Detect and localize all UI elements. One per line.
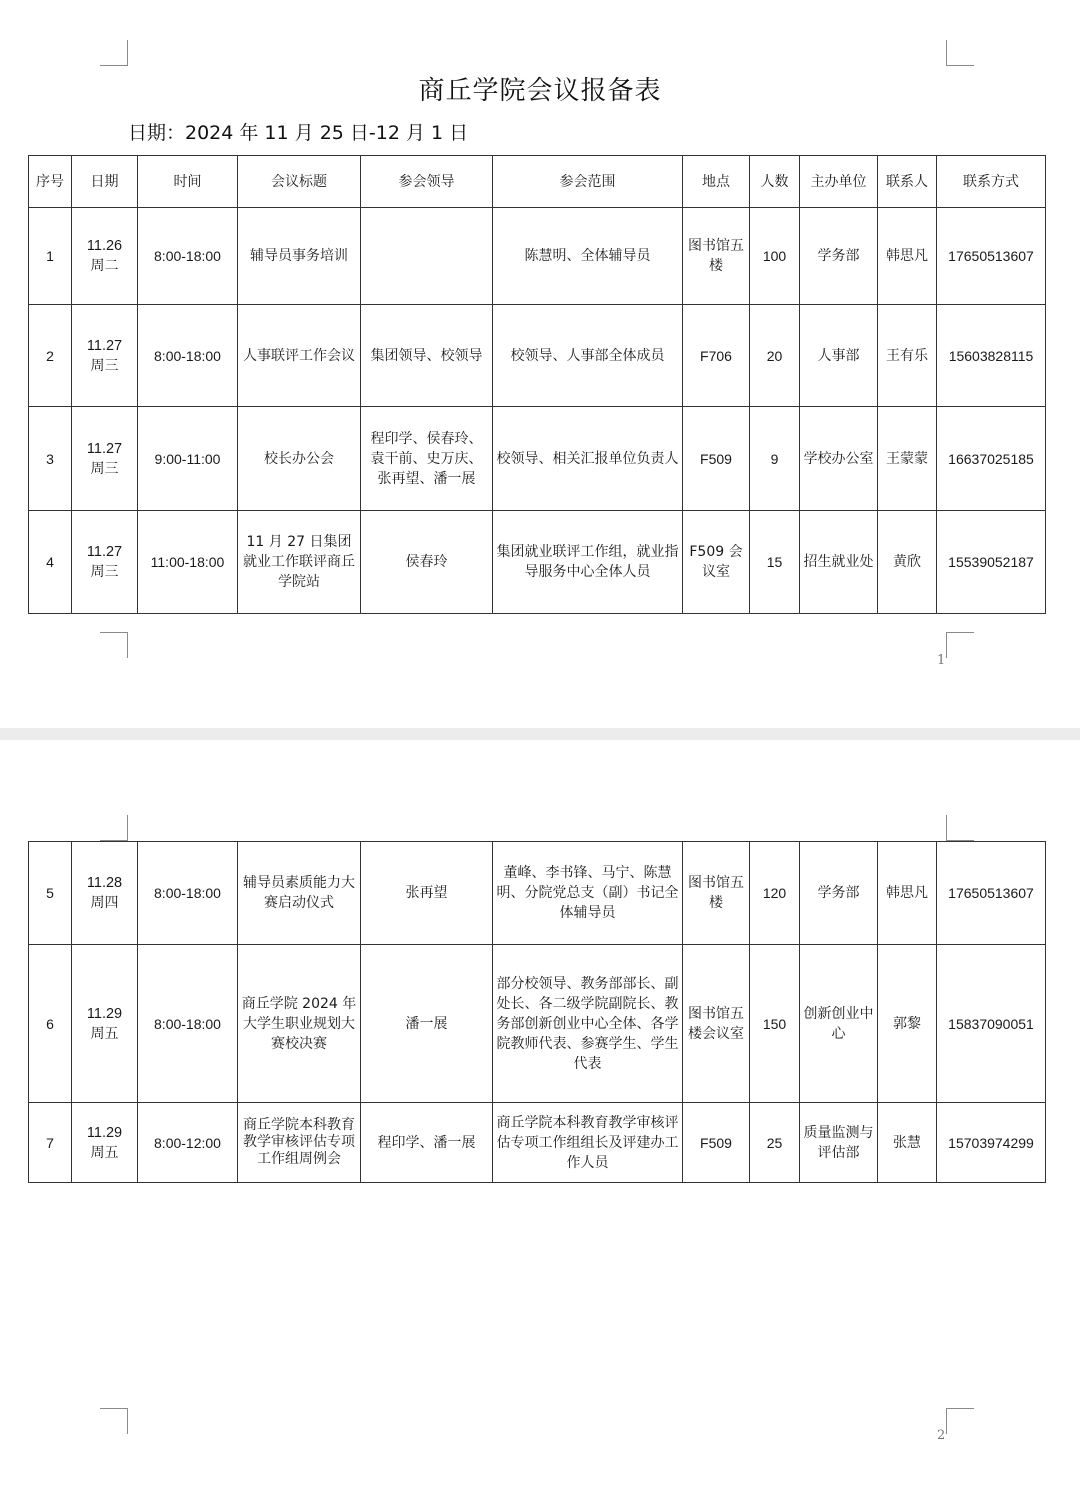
cell-place: F509 [683, 407, 750, 511]
cell-scope: 校领导、相关汇报单位负责人 [493, 407, 683, 511]
cell-host: 创新创业中心 [800, 945, 878, 1103]
cell-scope: 校领导、人事部全体成员 [493, 305, 683, 407]
table-row [29, 945, 1046, 1103]
table-row [29, 305, 1046, 407]
page-corner-mark [100, 815, 128, 841]
cell-place: F706 [683, 305, 750, 407]
cell-date [72, 945, 138, 1103]
cell-place: F509 会议室 [683, 511, 750, 614]
cell-scope: 部分校领导、教务部部长、副处长、各二级学院副院长、教务部创新创业中心全体、各学院教师代表、参赛学生、学生代表 [493, 945, 683, 1103]
cell-time: 8:00-18:00 [138, 842, 238, 945]
cell-scope: 董峰、李书锋、马宁、陈慧明、分院党总支（副）书记全体辅导员 [493, 842, 683, 945]
cell-date [72, 511, 138, 614]
cell-seq: 4 [29, 511, 72, 614]
cell-phone: 15703974299 [937, 1103, 1046, 1183]
cell-date-day: 11.27 [86, 440, 123, 457]
cell-date-day: 11.27 [86, 544, 123, 560]
meeting-table [28, 155, 1046, 614]
meeting-table-continued [28, 841, 1046, 1183]
cell-weekday: 周三 [90, 460, 119, 477]
header-leaders: 参会领导 [361, 156, 493, 208]
page-number: 1 [937, 653, 946, 668]
cell-time: 11:00-18:00 [138, 511, 238, 614]
cell-count: 25 [750, 1103, 800, 1183]
cell-topic: 辅导员素质能力大赛启动仪式 [238, 842, 361, 945]
cell-date [72, 842, 138, 945]
cell-date [72, 208, 138, 305]
document-title: 商丘学院会议报备表 [418, 76, 662, 106]
cell-count: 9 [750, 407, 800, 511]
cell-leaders: 张再望 [361, 842, 493, 945]
header-count: 人数 [750, 156, 800, 208]
page-number: 2 [937, 1428, 946, 1443]
cell-contact: 王蒙蒙 [878, 407, 937, 511]
header-time: 时间 [138, 156, 238, 208]
header-phone: 联系方式 [937, 156, 1046, 208]
cell-seq: 5 [29, 842, 72, 945]
cell-place: 图书馆五楼会议室 [683, 945, 750, 1103]
cell-leaders: 程印学、潘一展 [361, 1103, 493, 1183]
cell-weekday: 周三 [90, 564, 119, 580]
cell-date-day: 11.26 [86, 238, 123, 254]
cell-time: 8:00-12:00 [138, 1103, 238, 1183]
cell-host: 学务部 [800, 842, 878, 945]
cell-topic: 辅导员事务培训 [238, 208, 361, 305]
table-row [29, 1103, 1046, 1183]
cell-time: 9:00-11:00 [138, 407, 238, 511]
cell-scope: 陈慧明、全体辅导员 [493, 208, 683, 305]
table-row [29, 208, 1046, 305]
cell-date [72, 305, 138, 407]
cell-count: 150 [750, 945, 800, 1103]
cell-contact: 王有乐 [878, 305, 937, 407]
page-corner-mark [946, 40, 974, 66]
header-topic: 会议标题 [238, 156, 361, 208]
cell-leaders [361, 208, 493, 305]
page-corner-mark [946, 815, 974, 841]
cell-contact: 郭黎 [878, 945, 937, 1103]
cell-weekday: 周四 [90, 895, 119, 911]
cell-seq: 6 [29, 945, 72, 1103]
cell-contact: 黄欣 [878, 511, 937, 614]
cell-host: 学务部 [800, 208, 878, 305]
cell-leaders: 潘一展 [361, 945, 493, 1103]
cell-leaders: 侯春玲 [361, 511, 493, 614]
cell-count: 100 [750, 208, 800, 305]
cell-date [72, 1103, 138, 1183]
cell-seq: 2 [29, 305, 72, 407]
cell-phone: 15837090051 [937, 945, 1046, 1103]
cell-host: 人事部 [800, 305, 878, 407]
cell-date-day: 11.29 [86, 1005, 123, 1022]
cell-count: 15 [750, 511, 800, 614]
page-corner-mark [100, 1408, 128, 1434]
table-header-row [29, 156, 1046, 208]
header-place: 地点 [683, 156, 750, 208]
table-row [29, 407, 1046, 511]
header-date: 日期 [72, 156, 138, 208]
table-row [29, 842, 1046, 945]
cell-leaders: 集团领导、校领导 [361, 305, 493, 407]
cell-host: 质量监测与评估部 [800, 1103, 878, 1183]
header-scope: 参会范围 [493, 156, 683, 208]
cell-phone: 17650513607 [937, 842, 1046, 945]
cell-phone: 15603828115 [937, 305, 1046, 407]
page-corner-mark [100, 40, 128, 66]
header-host: 主办单位 [800, 156, 878, 208]
cell-place: 图书馆五楼 [683, 842, 750, 945]
cell-scope: 集团就业联评工作组，就业指导服务中心全体人员 [493, 511, 683, 614]
cell-time: 8:00-18:00 [138, 208, 238, 305]
cell-seq: 3 [29, 407, 72, 511]
page-separator [0, 728, 1080, 740]
cell-weekday: 周三 [90, 357, 119, 374]
cell-date [72, 407, 138, 511]
cell-seq: 7 [29, 1103, 72, 1183]
cell-date-day: 11.27 [86, 337, 123, 354]
header-contact: 联系人 [878, 156, 937, 208]
cell-topic: 商丘学院 2024 年大学生职业规划大赛校决赛 [238, 945, 361, 1103]
date-range: 日期：2024 年 11 月 25 日-12 月 1 日 [128, 122, 469, 144]
cell-count: 120 [750, 842, 800, 945]
page-corner-mark [100, 632, 128, 658]
cell-leaders: 程印学、侯春玲、袁干前、史万庆、张再望、潘一展 [361, 407, 493, 511]
cell-topic: 校长办公会 [238, 407, 361, 511]
header-seq: 序号 [29, 156, 72, 208]
cell-time: 8:00-18:00 [138, 945, 238, 1103]
page-corner-mark [946, 1408, 974, 1434]
page-corner-mark [946, 632, 974, 658]
cell-topic: 商丘学院本科教育教学审核评估专项工作组周例会 [238, 1103, 361, 1183]
cell-contact: 张慧 [878, 1103, 937, 1183]
cell-seq: 1 [29, 208, 72, 305]
cell-place: F509 [683, 1103, 750, 1183]
table-row [29, 511, 1046, 614]
cell-count: 20 [750, 305, 800, 407]
cell-topic: 人事联评工作会议 [238, 305, 361, 407]
cell-weekday: 周五 [90, 1144, 119, 1161]
cell-weekday: 周二 [90, 258, 119, 274]
cell-time: 8:00-18:00 [138, 305, 238, 407]
cell-weekday: 周五 [90, 1025, 119, 1042]
cell-contact: 韩思凡 [878, 842, 937, 945]
document-page-1 [0, 0, 1080, 728]
cell-contact: 韩思凡 [878, 208, 937, 305]
cell-phone: 15539052187 [937, 511, 1046, 614]
cell-host: 招生就业处 [800, 511, 878, 614]
cell-topic: 11 月 27 日集团就业工作联评商丘学院站 [238, 511, 361, 614]
cell-date-day: 11.28 [86, 875, 123, 891]
cell-phone: 17650513607 [937, 208, 1046, 305]
cell-phone: 16637025185 [937, 407, 1046, 511]
cell-date-day: 11.29 [86, 1124, 123, 1141]
cell-host: 学校办公室 [800, 407, 878, 511]
cell-place: 图书馆五楼 [683, 208, 750, 305]
cell-scope: 商丘学院本科教育教学审核评估专项工作组组长及评建办工作人员 [493, 1103, 683, 1183]
